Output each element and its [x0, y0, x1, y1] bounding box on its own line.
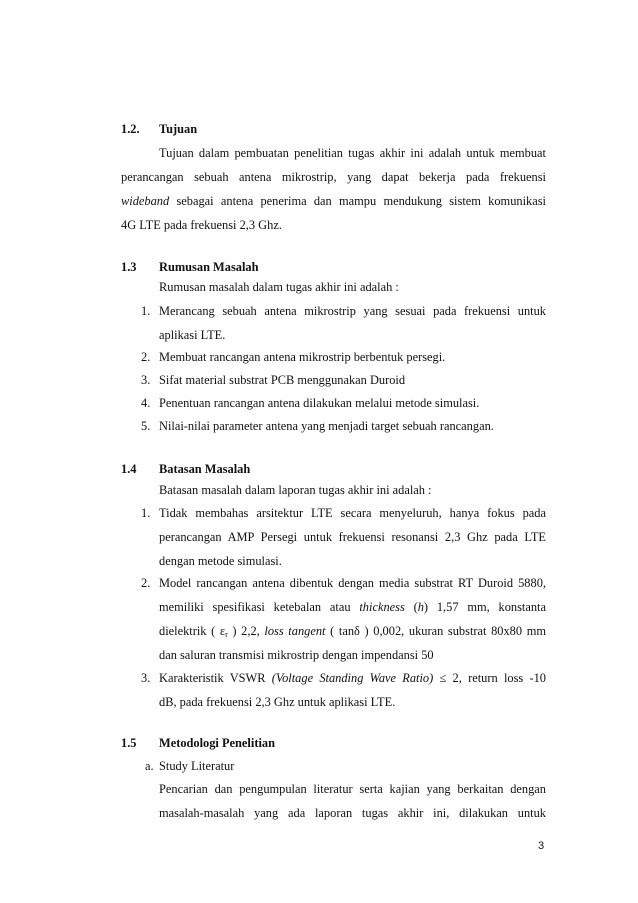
batasan-item-2-number: 2.	[141, 576, 151, 590]
batasan-item-3-line-2: dB, pada frekuensi 2,3 Ghz untuk aplikasi LTE.	[159, 695, 396, 709]
metodologi-line-2: masalah-masalah yang ada laporan tugas akhir ini, dilakukan untuk	[159, 806, 546, 820]
rumusan-item-5-line: Nilai-nilai parameter antena yang menjadi target sebuah rancangan.	[159, 419, 494, 433]
rumusan-item-2-number: 2.	[141, 350, 151, 364]
rumusan-item-3-line: Sifat material substrat PCB menggunakan Duroid	[159, 373, 406, 387]
rumusan-item-4-line: Penentuan rancangan antena dilakukan melalui metode simulasi.	[159, 396, 480, 410]
tujuan-line-2: perancangan sebuah antena mikrostrip, yang dapat bekerja pada frekuensi	[121, 170, 546, 184]
batasan-item-2-line-4: dan saluran transmisi mikrostrip dengan impendansi 50	[159, 648, 434, 662]
rumusan-item-1-line-2: aplikasi LTE.	[159, 328, 226, 342]
batasan-item-3-line-1: Karakteristik VSWR (Voltage Standing Wave Ratio) ≤ 2, return loss -10	[159, 671, 547, 685]
batasan-item-3-number: 3.	[141, 671, 151, 685]
wideband-term: wideband	[121, 194, 170, 208]
rumusan-item-1-number: 1.	[141, 304, 151, 318]
batasan-item-2-line-2: memiliki spesifikasi ketebalan atau thickness (h) 1,57 mm, konstanta	[159, 600, 546, 614]
section-number-1-2: 1.2.	[121, 122, 140, 136]
metodologi-sub-a-title: Study Literatur	[159, 759, 235, 773]
tujuan-line-3: wideband sebagai antena penerima dan mampu mendukung sistem komunikasi	[121, 194, 546, 208]
section-title-metodologi: Metodologi Penelitian	[159, 736, 275, 750]
page-number: 3	[538, 840, 545, 852]
metodologi-line-1: Pencarian dan pengumpulan literatur serta kajian yang berkaitan dengan	[159, 782, 546, 796]
metodologi-sub-a-label: a.	[145, 759, 154, 773]
section-title-tujuan: Tujuan	[159, 122, 198, 136]
tujuan-line-1: Tujuan dalam pembuatan penelitian tugas akhir ini adalah untuk membuat	[159, 146, 546, 160]
section-number-1-5: 1.5	[121, 736, 137, 750]
rumusan-intro: Rumusan masalah dalam tugas akhir ini adalah :	[159, 280, 399, 294]
batasan-intro: Batasan masalah dalam laporan tugas akhir ini adalah :	[159, 483, 432, 497]
rumusan-item-5-number: 5.	[141, 419, 151, 433]
rumusan-item-3-number: 3.	[141, 373, 151, 387]
section-title-batasan-masalah: Batasan Masalah	[159, 462, 251, 476]
batasan-item-1-line-2: perancangan AMP Persegi untuk frekuensi resonansi 2,3 Ghz pada LTE	[159, 530, 546, 544]
rumusan-item-2-line: Membuat rancangan antena mikrostrip berbentuk persegi.	[159, 350, 446, 364]
batasan-item-2-line-3: dielektrik ( $\varepsilon_r$ ) 2,2, loss tangent ( tanδ ) 0,002, ukuran substrat 80x80 mm	[159, 624, 546, 639]
section-number-1-4: 1.4	[121, 462, 137, 476]
tujuan-line-4: 4G LTE pada frekuensi 2,3 Ghz.	[121, 218, 282, 232]
batasan-item-2-line-1: Model rancangan antena dibentuk dengan media substrat RT Duroid 5880,	[159, 576, 546, 590]
section-title-rumusan-masalah: Rumusan Masalah	[159, 260, 259, 274]
batasan-item-1-line-1: Tidak membahas arsitektur LTE secara menyeluruh, hanya fokus pada	[159, 506, 546, 520]
rumusan-item-4-number: 4.	[141, 396, 151, 410]
batasan-item-1-line-3: dengan metode simulasi.	[159, 554, 282, 568]
rumusan-item-1-line-1: Merancang sebuah antena mikrostrip yang sesuai pada frekuensi untuk	[159, 304, 546, 318]
batasan-item-1-number: 1.	[141, 506, 151, 520]
section-number-1-3: 1.3	[121, 260, 137, 274]
